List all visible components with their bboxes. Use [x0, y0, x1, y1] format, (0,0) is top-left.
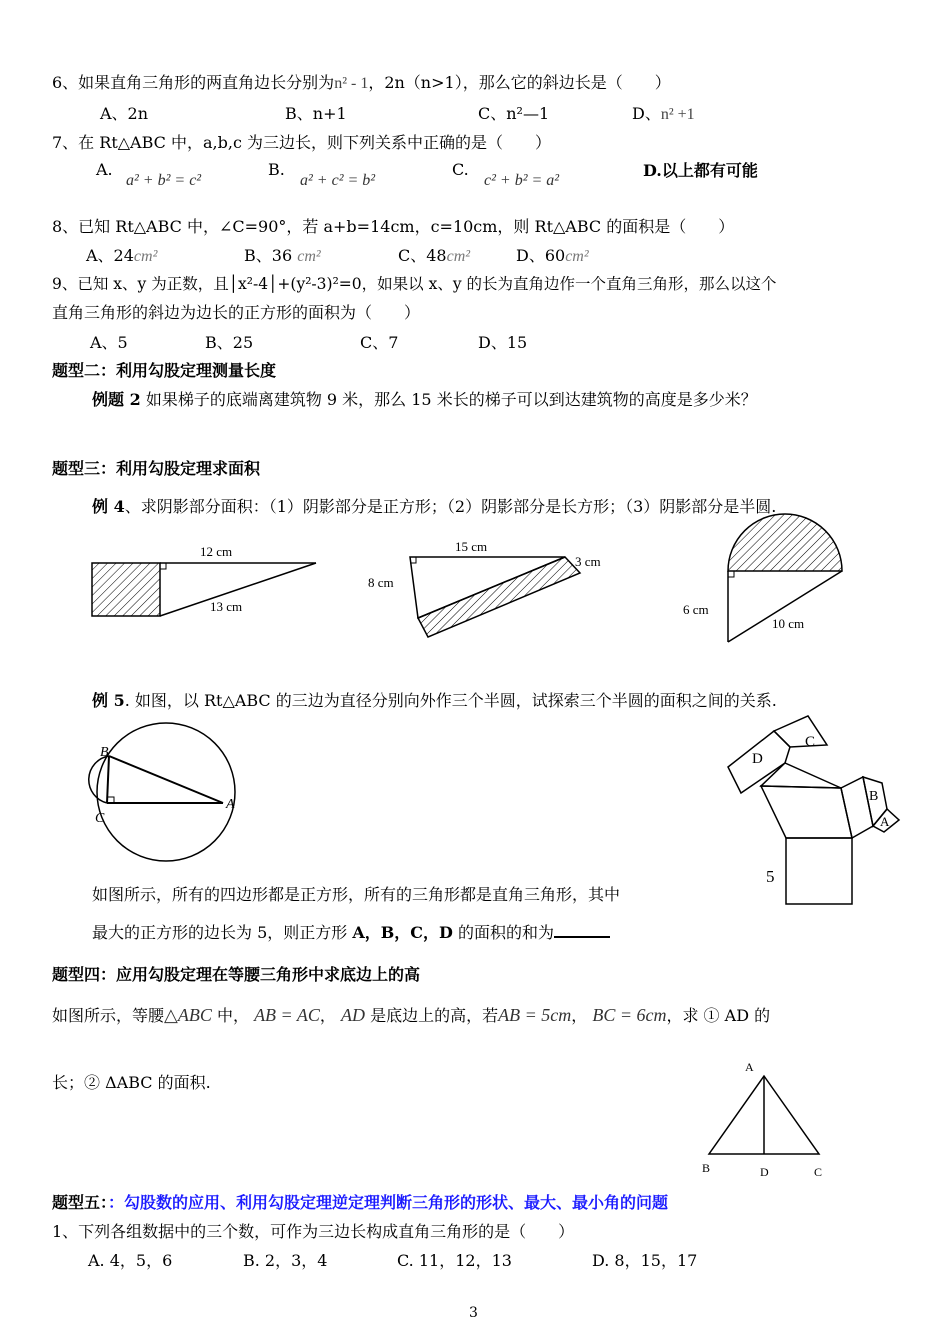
figure-rectangle-strip: [368, 539, 601, 637]
q8-stem: 8、已知 Rt△ABC 中，∠C=90°，若 a+b=14cm，c=10cm，则 Rt△ABC 的面积是（ ）: [52, 217, 735, 236]
circle-label-a: A: [226, 797, 235, 812]
q8-option-b: B、36 cm²: [244, 246, 321, 265]
fig3-left-label: 6 cm: [683, 602, 709, 617]
circle-label-c: C: [95, 811, 105, 826]
tri-label-b: B: [702, 1161, 711, 1175]
q7-option-c-label: C.: [452, 160, 469, 179]
q6-option-b: B、n+1: [285, 104, 347, 123]
q6-option-d: D、n² +1: [632, 104, 695, 123]
q8-option-a: A、24cm²: [86, 246, 158, 265]
q9-option-c: C、7: [360, 333, 399, 352]
figure-squares: [728, 716, 899, 904]
q9-stem-line2: 直角三角形的斜边为边长的正方形的面积为（ ）: [52, 303, 421, 322]
type4-problem-line1: 如图所示，等腰△ABC 中， AB = AC， AD 是底边上的高，若AB = 5cm， BC = 6cm，求 ① AD 的: [52, 1005, 771, 1025]
square-label-c: C: [805, 734, 816, 750]
type5-q1-stem: 1、下列各组数据中的三个数，可作为三边长构成直角三角形的是（ ）: [52, 1222, 575, 1241]
answer-blank: [554, 922, 610, 938]
fig2-top-label: 15 cm: [455, 539, 488, 554]
q9-option-a: A、5: [90, 333, 128, 352]
q7-option-c-formula: c² + b² = a²: [484, 172, 560, 189]
fig1-hyp-label: 13 cm: [210, 599, 243, 614]
fig3-hyp-label: 10 cm: [772, 616, 805, 631]
type5-option-b: B. 2，3，4: [243, 1251, 328, 1270]
q8-option-d: D、60cm²: [516, 246, 589, 265]
q7-option-b-label: B.: [268, 160, 285, 179]
square-label-d: D: [752, 751, 763, 767]
type2-example: 例题 2 如果梯子的底端离建筑物 9 米，那么 15 米长的梯子可以到达建筑物的高度是多少米？: [92, 390, 757, 409]
shaded-semicircle: [728, 514, 842, 571]
type5-option-a: A. 4，5，6: [88, 1251, 173, 1270]
circle-label-b: B: [100, 745, 109, 760]
tri-label-c: C: [814, 1165, 823, 1179]
squares-text-line2: 最大的正方形的边长为 5，则正方形 A，B，C，D 的面积的和为: [92, 920, 610, 943]
type5-option-c: C. 11，12，13: [397, 1251, 512, 1270]
square-label-side: 5: [766, 867, 775, 886]
type3-heading: 题型三：利用勾股定理求面积: [52, 459, 261, 478]
figure-square-triangle: [92, 544, 316, 616]
type4-problem-line2: 长；② ΔABC 的面积.: [52, 1073, 211, 1092]
squares-text-line1: 如图所示，所有的四边形都是正方形，所有的三角形都是直角三角形，其中: [92, 885, 621, 904]
type2-heading: 题型二：利用勾股定理测量长度: [52, 361, 277, 380]
q7-option-d: D.以上都有可能: [643, 161, 758, 180]
fig2-left-label: 8 cm: [368, 575, 394, 590]
figure-isosceles-triangle: [702, 1060, 822, 1179]
example4-text: 例 4、求阴影部分面积：（1）阴影部分是正方形；（2）阴影部分是长方形；（3）阴影部分是半圆.: [92, 497, 777, 516]
figure-semicircles: [89, 723, 235, 861]
q7-option-b-formula: a² + c² = b²: [300, 172, 376, 189]
q8-option-c: C、48cm²: [398, 246, 471, 265]
q7-stem: 7、在 Rt△ABC 中，a,b,c 为三边长，则下列关系中正确的是（ ）: [52, 133, 551, 152]
fig2-right-label: 3 cm: [575, 554, 601, 569]
tri-label-a: A: [745, 1060, 754, 1074]
q6-option-c: C、n²—1: [478, 104, 550, 123]
square-label-a: A: [880, 814, 890, 829]
type5-heading: 题型五：：勾股数的应用、利用勾股定理逆定理判断三角形的形状、最大、最小角的问题: [52, 1193, 669, 1212]
type4-heading: 题型四：应用勾股定理在等腰三角形中求底边上的高: [52, 965, 421, 984]
page-number: 3: [469, 1305, 478, 1321]
figure-semicircle-triangle: [683, 514, 842, 642]
tri-label-d: D: [760, 1165, 769, 1179]
example5-text: 例 5. 如图，以 Rt△ABC 的三边为直径分别向外作三个半圆，试探索三个半圆的面积之间的关系.: [92, 691, 777, 710]
q9-stem-line1: 9、已知 x、y 为正数，且│x²-4│+(y²-3)²=0，如果以 x、y 的长为直角边作一个直角三角形，那么以这个: [52, 275, 777, 293]
shaded-square: [92, 563, 160, 616]
fig1-top-label: 12 cm: [200, 544, 233, 559]
q6-stem: 6、如果直角三角形的两直角边长分别为n² - 1，2n（n>1），那么它的斜边长是（ ）: [52, 73, 671, 92]
square-label-b: B: [869, 789, 879, 804]
q9-option-b: B、25: [205, 333, 254, 352]
type5-option-d: D. 8，15，17: [592, 1251, 698, 1270]
q7-option-a-label: A.: [96, 160, 113, 179]
q6-option-a: A、2n: [100, 104, 149, 123]
shaded-rectangle: [418, 557, 580, 637]
q7-option-a-formula: a² + b² = c²: [126, 172, 202, 189]
q9-option-d: D、15: [478, 333, 528, 352]
